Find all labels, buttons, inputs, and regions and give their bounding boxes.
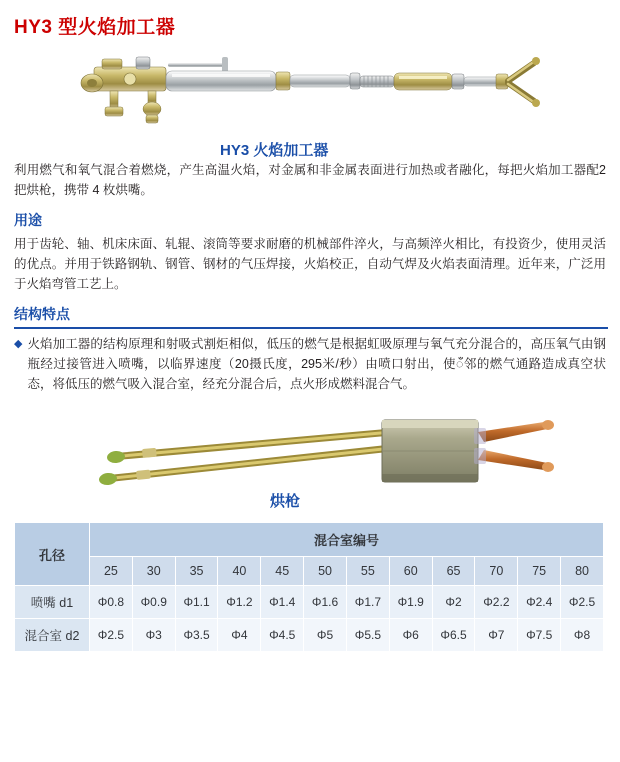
diamond-bullet-icon: ◆: [14, 338, 23, 350]
table-cell: Φ6.5: [432, 619, 475, 652]
table-cell: Φ8: [561, 619, 604, 652]
table-cell: Φ0.8: [90, 586, 133, 619]
table-cell: 65: [432, 557, 475, 586]
intro-paragraph: 利用燃气和氧气混合着燃烧，产生高温火焰，对金属和非金属表面进行加热或者融化，每把火焰加工器配2 把烘枪，携带 4 枚烘嘴。: [14, 163, 606, 197]
usage-paragraph: 用于齿轮、轴、机床床面、轧辊、滚筒等要求耐磨的机械部件淬火，与高频淬火相比，有投资少，使用灵活的优点。并用于铁路钢轨、钢管、钢材的气压焊接，火焰校正，自动气焊及火焰表面清理。近年来，广泛用于火焰弯管工艺上。: [14, 237, 606, 291]
table-cell: Φ1.4: [261, 586, 304, 619]
section-heading-structure: 结构特点: [14, 304, 608, 329]
table-cell: 75: [518, 557, 561, 586]
table-cell: Φ2.4: [518, 586, 561, 619]
table-cell: Φ1.9: [389, 586, 432, 619]
hero-image-gun: [12, 402, 608, 512]
torch-illustration: [72, 47, 542, 142]
table-cell: Φ1.6: [304, 586, 347, 619]
table-cell: Φ2.5: [90, 619, 133, 652]
gun-illustration: [82, 404, 562, 490]
gun-caption: 烘枪: [270, 493, 301, 510]
table-cell: 35: [175, 557, 218, 586]
page-title: HY3 型火焰加工器: [14, 17, 176, 38]
table-cell: 30: [132, 557, 175, 586]
table-cell: Φ5.5: [346, 619, 389, 652]
table-cell: Φ0.9: [132, 586, 175, 619]
spec-table: [14, 522, 604, 652]
structure-paragraph: 火焰加工器的结构原理和射吸式割炬相似，低压的燃气是根据虹吸原理与氧气充分混合的，高压氧气由钢瓶经过接管进入喷嘴，以临界速度（20摄氏度，295米/秒）由喷口射出，使ँ邻的燃气通路造成真空状态，将低压的燃气吸入混合室，经充分混合后，点火形成燃料混合气。: [27, 337, 606, 391]
table-cell: Φ3: [132, 619, 175, 652]
table-cell: Φ4.5: [261, 619, 304, 652]
table-cell: 25: [90, 557, 133, 586]
table-cell: Φ2.2: [475, 586, 518, 619]
table-cell: Φ1.7: [346, 586, 389, 619]
table-header-aperture: 孔径: [15, 523, 90, 586]
table-cell: Φ1.1: [175, 586, 218, 619]
table-cell: Φ2: [432, 586, 475, 619]
table-number-row: [15, 557, 604, 586]
table-cell: Φ1.2: [218, 586, 261, 619]
hero-image-torch: [12, 47, 608, 157]
table-cell: 55: [346, 557, 389, 586]
document-page: [0, 12, 620, 762]
table-cell: 40: [218, 557, 261, 586]
table-cell: Φ2.5: [561, 586, 604, 619]
table-cell: Φ4: [218, 619, 261, 652]
table-cell: 70: [475, 557, 518, 586]
table-cell: Φ7.5: [518, 619, 561, 652]
section-heading-usage: 用途: [14, 212, 42, 228]
table-cell: Φ3.5: [175, 619, 218, 652]
table-cell: Φ6: [389, 619, 432, 652]
table-header-row: [15, 523, 604, 557]
hero-caption: HY3 火焰加工器: [220, 142, 329, 159]
table-cell: Φ5: [304, 619, 347, 652]
table-cell: Φ7: [475, 619, 518, 652]
row-label: 喷嘴 d1: [15, 586, 90, 619]
table-cell: 50: [304, 557, 347, 586]
table-header-chamber: 混合室编号: [90, 523, 604, 557]
table-row: [15, 619, 604, 652]
row-label: 混合室 d2: [15, 619, 90, 652]
table-cell: 60: [389, 557, 432, 586]
table-row: [15, 586, 604, 619]
structure-bullet: [14, 334, 606, 394]
table-cell: 45: [261, 557, 304, 586]
table-cell: 80: [561, 557, 604, 586]
